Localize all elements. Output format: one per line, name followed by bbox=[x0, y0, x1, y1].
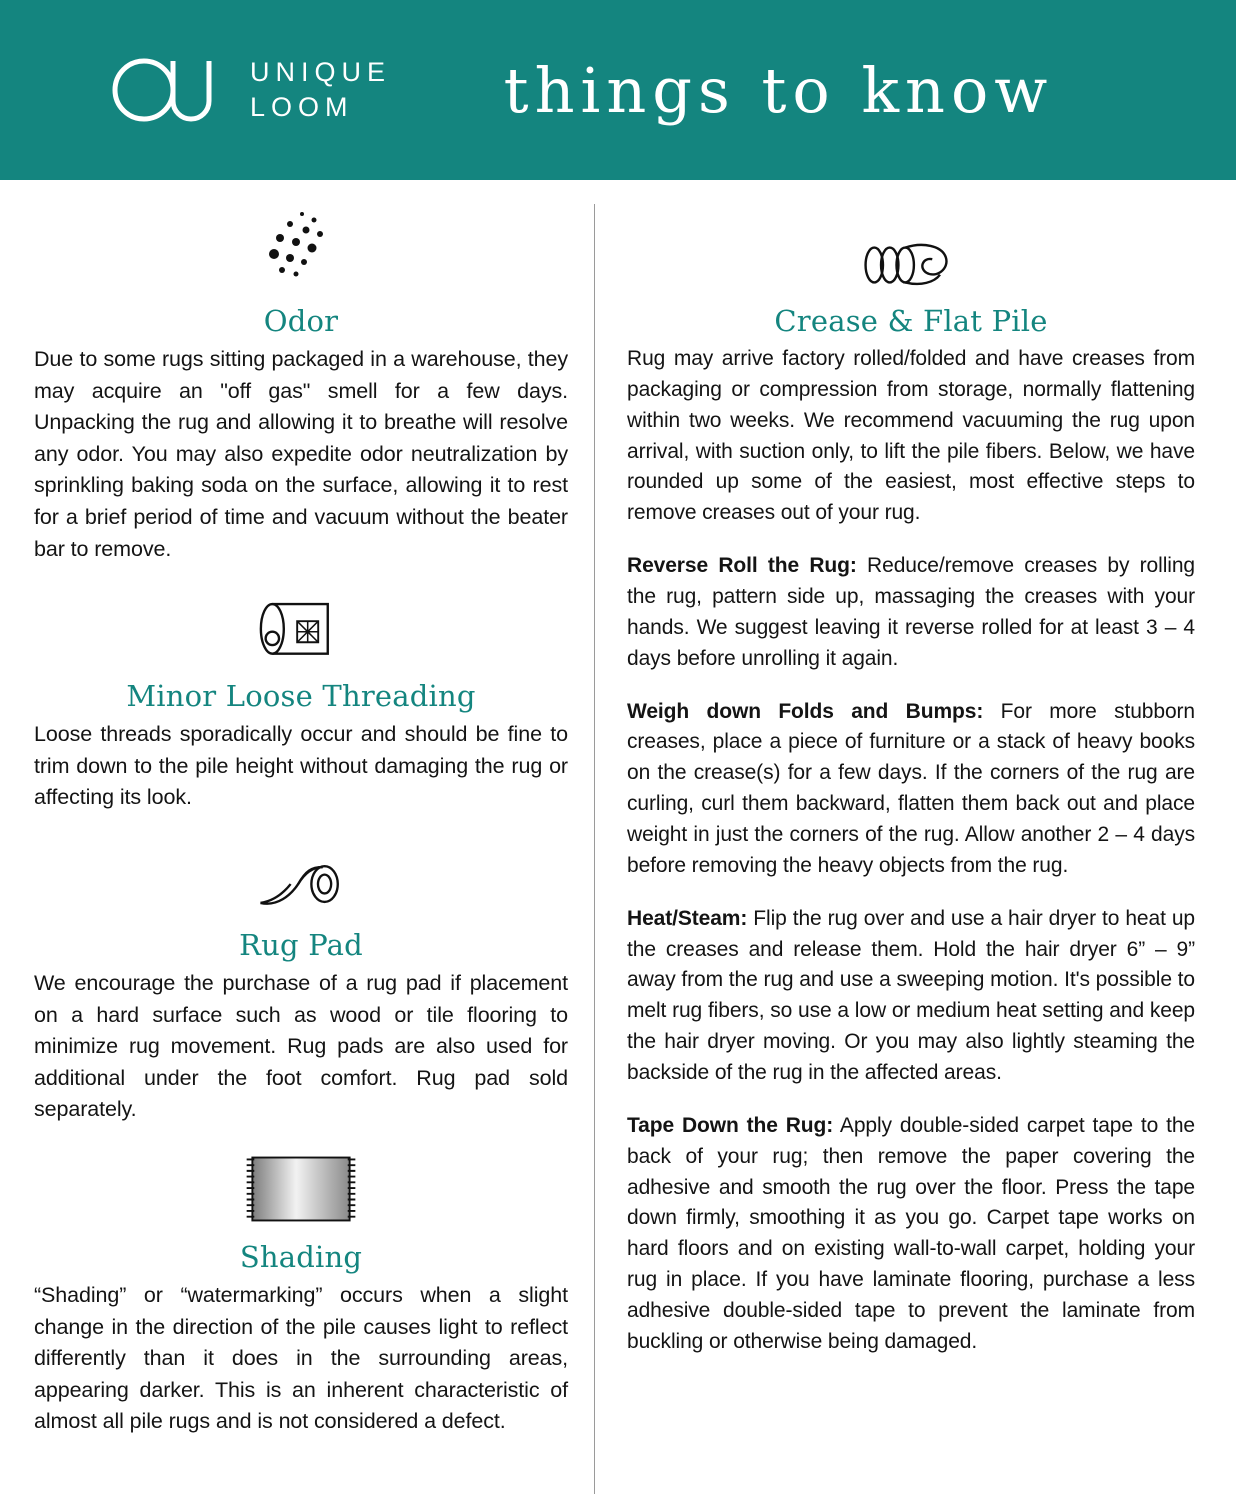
tip-lead-reverse-roll: Reverse Roll the Rug: bbox=[627, 554, 857, 578]
dots-odor-icon bbox=[34, 202, 568, 294]
rug-pad-roll-icon bbox=[34, 826, 568, 918]
tip-heat-steam bbox=[627, 904, 1195, 1089]
right-column bbox=[595, 190, 1195, 1500]
crease-intro-text: Rug may arrive factory rolled/folded and have creases from packaging or compression from storage, normally flattening within two weeks. We recommend vacuuming the rug upon arrival, with suction only, to lift the pile fibers. Below, we have rounded up some of the easiest, most effective steps to remove creases out of your rug. bbox=[627, 347, 1195, 525]
brand-word-loom: LOOM bbox=[250, 92, 354, 122]
page-header bbox=[0, 0, 1236, 180]
rolled-carpet-icon bbox=[627, 202, 1195, 294]
shaded-rug-icon bbox=[34, 1138, 568, 1230]
page-title: things to know bbox=[503, 53, 1054, 127]
section-text-odor: Due to some rugs sitting packaged in a warehouse, they may acquire an "off gas" smell for a few days. Unpacking the rug and allowing it to breathe will resolve any odor. You may also expedite odor neutralization by sprinkling baking soda on the surface, allowing it to rest for a brief period of time and vacuum without the beater bar to remove. bbox=[34, 347, 568, 561]
tip-reverse-roll bbox=[627, 551, 1195, 674]
section-title-odor: Odor bbox=[263, 304, 339, 338]
section-text-shading: “Shading” or “watermarking” occurs when a slight change in the direction of the pile causes light to reflect differently than it does in the surrounding areas, appearing darker. This is an inherent characteristic of almost all pile rugs and is not considered a defect. bbox=[34, 1282, 568, 1434]
page-content bbox=[0, 180, 1236, 1500]
tip-lead-tape-down: Tape Down the Rug: bbox=[627, 1113, 834, 1137]
brand-wordmark bbox=[250, 55, 391, 124]
unique-loom-infinity-logo bbox=[102, 53, 232, 127]
section-text-rug-pad: We encourage the purchase of a rug pad if placement on a hard surface such as wood or tile flooring to minimize rug movement. Rug pads are also used for additional under the foot comfort. Rug pad sold separately. bbox=[34, 970, 568, 1122]
tip-weigh-down bbox=[627, 697, 1195, 882]
tip-lead-weigh-down: Weigh down Folds and Bumps: bbox=[627, 699, 984, 723]
section-title-shading: Shading bbox=[239, 1239, 363, 1274]
tip-body-weigh-down: For more stubborn creases, place a piece of furniture or a stack of heavy books on the crease(s) for a few days. If the corners of the rug are curling, curl them backward, flatten them back out and place weight in just the corners of the rug. Allow another 2 – 4 days before removing the heavy objects from the rug. bbox=[627, 699, 1196, 877]
tip-body-reverse-roll: Reduce/remove creases by rolling the rug, pattern side up, massaging the creases with your hands. We suggest leaving it reverse rolled for at least 3 – 4 days before unrolling it again. bbox=[627, 554, 1195, 670]
section-title-crease-flat-pile: Crease & Flat Pile bbox=[774, 304, 1048, 338]
tip-lead-heat-steam: Heat/Steam: bbox=[627, 906, 748, 930]
left-column bbox=[34, 190, 594, 1500]
rolled-rug-icon bbox=[34, 577, 568, 669]
brand-word-unique: UNIQUE bbox=[250, 57, 392, 88]
section-text-minor-loose-threading: Loose threads sporadically occur and should be fine to trim down to the pile height without damaging the rug or affecting its look. bbox=[34, 722, 568, 810]
tip-tape-down bbox=[627, 1111, 1195, 1358]
brand-lockup bbox=[102, 53, 391, 127]
tip-body-tape-down: Apply double-sided carpet tape to the back of your rug; then remove the paper covering the adhesive and smooth the rug over the floor. Press the tape down firmly, smoothing it as you go. Carpet tape works on hard floors and on existing wall-to-wall carpet, holding your rug in place. If you have laminate flooring, purchase a less adhesive double-sided tape to prevent the laminate from buckling or otherwise being damaged. bbox=[627, 1113, 1195, 1353]
tip-body-heat-steam: Flip the rug over and use a hair dryer to heat up the creases and release them. Hold the hair dryer 6” – 9” away from the rug and use a sweeping motion. It's possible to melt rug fibers, so use a low or medium heat setting and keep the hair dryer moving. Or you may also lightly steaming the backside of the rug in the affected areas. bbox=[627, 906, 1195, 1085]
section-title-minor-loose-threading: Minor Loose Threading bbox=[126, 679, 476, 714]
section-title-rug-pad: Rug Pad bbox=[239, 927, 363, 962]
